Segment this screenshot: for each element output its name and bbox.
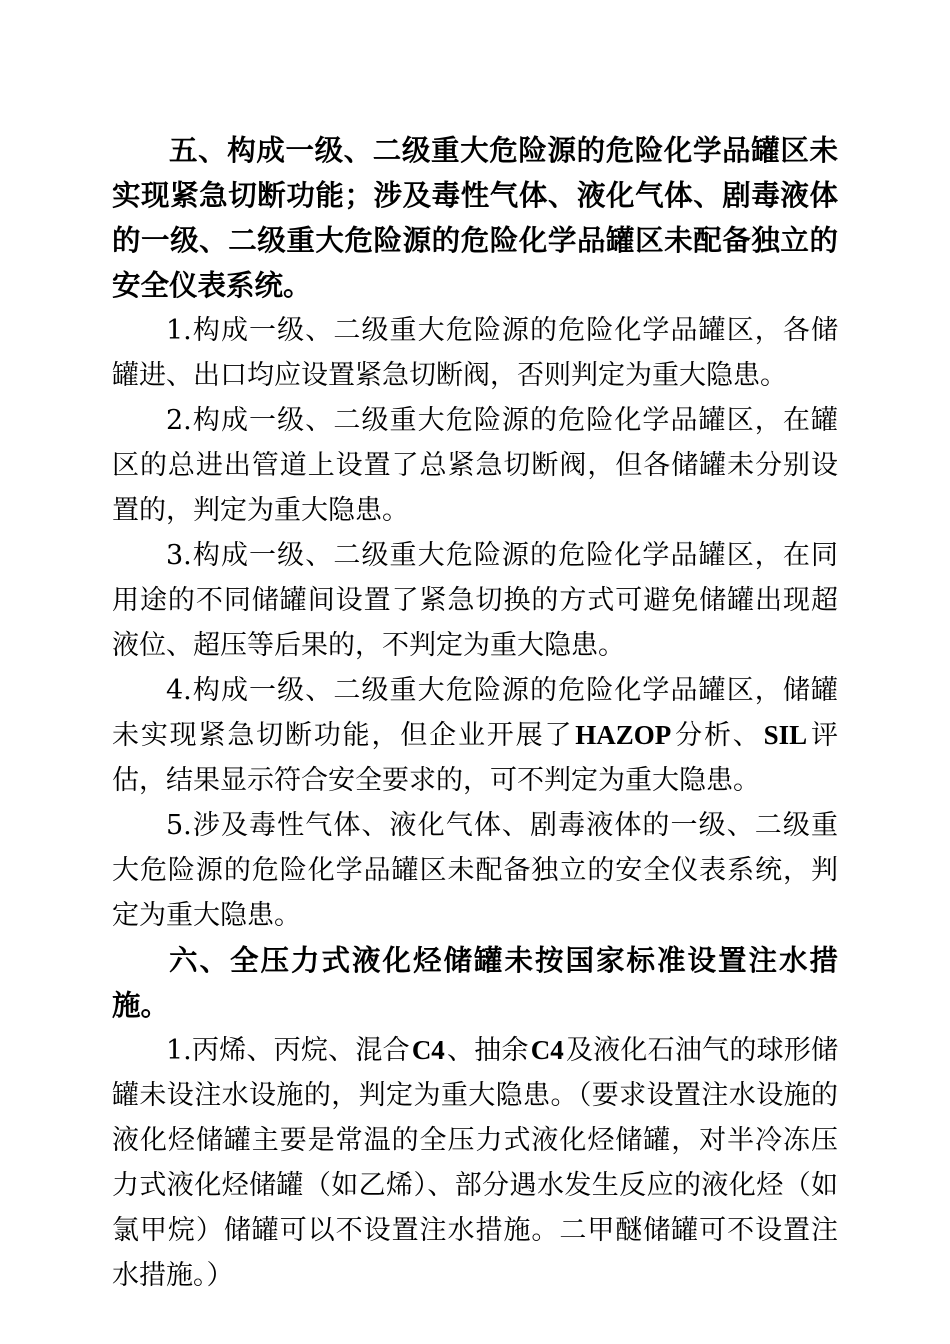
- section-five-paragraph-5: 5.涉及毒性气体、液化气体、剧毒液体的一级、二级重大危险源的危险化学品罐区未配备独立的安全仪表系统，判定为重大隐患。: [112, 810, 838, 931]
- paragraph-1-text-after: 及液化石油气的球形储罐未设注水设施的，判定为重大隐患。（要求设置注水设施的液化烃储罐主要是常温的全压力式液化烃储罐，对半冷冻压力式液化烃储罐（如乙烯）、部分遇水发生反应的液化烃（如氯甲烷）储罐可以不设置注水措施。二甲醚储罐可不设置注水措施。）: [112, 1035, 839, 1291]
- section-five-paragraph-2: 2.构成一级、二级重大危险源的危险化学品罐区，在罐区的总进出管道上设置了总紧急切断阀，但各储罐未分别设置的，判定为重大隐患。: [112, 405, 838, 526]
- paragraph-1-text-before: 1.丙烯、丙烷、混合: [166, 1035, 410, 1066]
- c4-term-first: C4: [411, 1035, 445, 1065]
- section-five-paragraph-1: 1.构成一级、二级重大危险源的危险化学品罐区，各储罐进、出口均应设置紧急切断阀，否则判定为重大隐患。: [112, 315, 838, 391]
- hazop-term: HAZOP: [575, 720, 672, 750]
- paragraph-4-text-before: 4.构成一级、二级重大危险源的危险化学品罐区，储罐未实现紧急切断功能，但企业开展了: [112, 675, 838, 751]
- section-heading-five: 五、构成一级、二级重大危险源的危险化学品罐区未实现紧急切断功能；涉及毒性气体、液化气体、剧毒液体的一级、二级重大危险源的危险化学品罐区未配备独立的安全仪表系统。: [112, 134, 838, 302]
- paragraph-4-text-after: 评估，结果显示符合安全要求的，可不判定为重大隐患。: [112, 720, 839, 796]
- page-content-area: [112, 128, 838, 1298]
- section-five-paragraph-4: [112, 668, 838, 803]
- paragraph-1-text-middle: 、抽余: [446, 1035, 529, 1066]
- c4-term-second: C4: [530, 1035, 564, 1065]
- paragraph-4-text-middle: 分析、: [673, 720, 762, 751]
- section-six-paragraph-1: [112, 1028, 838, 1298]
- section-five-paragraph-3: 3.构成一级、二级重大危险源的危险化学品罐区，在同用途的不同储罐间设置了紧急切换的方式可避免储罐出现超液位、超压等后果的，不判定为重大隐患。: [112, 540, 838, 661]
- section-heading-six: 六、全压力式液化烃储罐未按国家标准设置注水措施。: [112, 944, 838, 1022]
- sil-term: SIL: [763, 720, 808, 750]
